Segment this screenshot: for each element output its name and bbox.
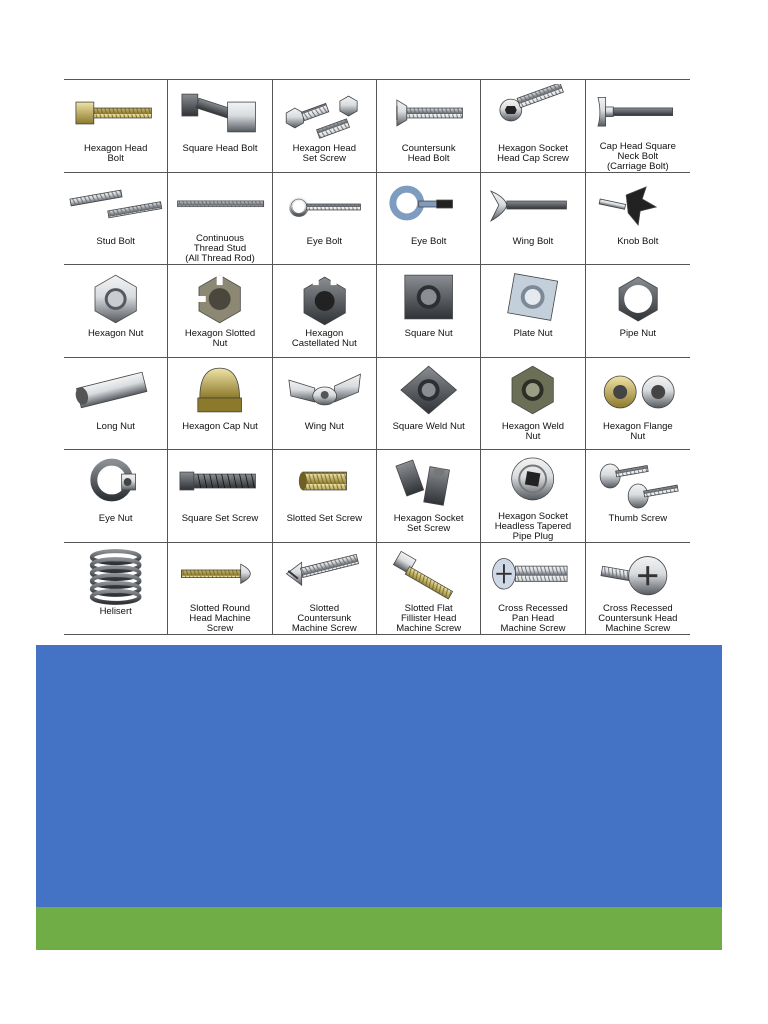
square-nut-icon bbox=[377, 269, 480, 327]
item-label: Hexagon Weld Nut bbox=[501, 420, 565, 442]
item-label: Hexagon Cap Nut bbox=[182, 420, 258, 432]
chart-cell-3 bbox=[273, 80, 377, 173]
hexagon-head-bolt-icon bbox=[64, 84, 167, 142]
fasteners-chart bbox=[64, 79, 690, 635]
item-label: Hexagon Head Set Screw bbox=[292, 143, 357, 164]
chart-cell-7 bbox=[64, 173, 168, 266]
item-label: Square Nut bbox=[404, 328, 453, 339]
chart-cell-12 bbox=[586, 173, 690, 266]
chart-cell-32 bbox=[168, 543, 272, 636]
chart-cell-5 bbox=[481, 80, 585, 173]
helisert-icon bbox=[64, 547, 167, 605]
chart-cell-29 bbox=[481, 450, 585, 543]
plate-nut-icon bbox=[481, 269, 584, 327]
item-label: Cross Recessed Pan Head Machine Screw bbox=[498, 603, 568, 634]
item-label: Square Weld Nut bbox=[392, 420, 465, 432]
chart-cell-30 bbox=[586, 450, 690, 543]
chart-cell-36 bbox=[586, 543, 690, 636]
square-set-screw-icon bbox=[168, 454, 271, 512]
item-label: Hexagon Socket Head Cap Screw bbox=[497, 143, 569, 164]
green-bar bbox=[36, 907, 722, 950]
item-label: Plate Nut bbox=[513, 328, 553, 339]
chart-cell-19 bbox=[64, 358, 168, 451]
slotted-round-head-screw-icon bbox=[168, 547, 271, 603]
item-label: Long Nut bbox=[96, 420, 135, 432]
item-label: Hexagon Socket Set Screw bbox=[393, 513, 464, 534]
chart-cell-25 bbox=[64, 450, 168, 543]
chart-cell-17 bbox=[481, 265, 585, 358]
item-label: Hexagon Nut bbox=[87, 328, 144, 339]
square-head-bolt-icon bbox=[168, 84, 271, 142]
chart-cell-26 bbox=[168, 450, 272, 543]
pipe-plug-icon bbox=[481, 454, 584, 510]
item-label: Knob Bolt bbox=[617, 235, 659, 247]
chart-cell-33 bbox=[273, 543, 377, 636]
carriage-bolt-icon bbox=[586, 84, 690, 140]
chart-cell-10 bbox=[377, 173, 481, 266]
item-label: Hexagon Socket Headless Tapered Pipe Plug bbox=[494, 510, 572, 542]
chart-cell-11 bbox=[481, 173, 585, 266]
chart-cell-35 bbox=[481, 543, 585, 636]
hexagon-socket-head-cap-screw-icon bbox=[481, 84, 584, 142]
chart-cell-16 bbox=[377, 265, 481, 358]
hexagon-head-set-screw-icon bbox=[273, 84, 376, 142]
chart-cell-24 bbox=[586, 358, 690, 451]
chart-cell-2 bbox=[168, 80, 272, 173]
chart-cell-1 bbox=[64, 80, 168, 173]
chart-cell-34 bbox=[377, 543, 481, 636]
slotted-countersunk-screw-icon bbox=[273, 547, 376, 603]
item-label: Cap Head Square Neck Bolt (Carriage Bolt) bbox=[599, 140, 676, 172]
countersunk-cross-screw-icon bbox=[586, 547, 690, 603]
blue-panel bbox=[36, 645, 722, 907]
chart-cell-20 bbox=[168, 358, 272, 451]
chart-cell-18 bbox=[586, 265, 690, 358]
item-label: Hexagon Flange Nut bbox=[602, 420, 673, 442]
item-label: Hexagon Slotted Nut bbox=[184, 328, 256, 349]
chart-cell-23 bbox=[481, 358, 585, 451]
chart-cell-21 bbox=[273, 358, 377, 451]
slotted-set-screw-icon bbox=[273, 454, 376, 512]
item-label: Square Set Screw bbox=[181, 513, 259, 524]
wing-bolt-icon bbox=[481, 177, 584, 235]
eye-bolt-icon bbox=[273, 177, 376, 235]
hexagon-nut-icon bbox=[64, 269, 167, 327]
item-label: Helisert bbox=[99, 605, 132, 617]
chart-cell-4 bbox=[377, 80, 481, 173]
chart-cell-31 bbox=[64, 543, 168, 636]
wing-nut-icon bbox=[273, 362, 376, 420]
thread-rod-icon bbox=[168, 177, 271, 233]
item-label: Wing Bolt bbox=[512, 235, 554, 247]
item-label: Eye Bolt bbox=[410, 235, 447, 247]
item-label: Continuous Thread Stud (All Thread Rod) bbox=[185, 233, 255, 264]
square-weld-nut-icon bbox=[377, 362, 480, 420]
item-label: Slotted Set Screw bbox=[286, 513, 363, 524]
chart-cell-22 bbox=[377, 358, 481, 451]
castellated-nut-icon bbox=[273, 269, 376, 327]
item-label: Slotted Countersunk Machine Screw bbox=[291, 603, 357, 634]
item-label: Hexagon Head Bolt bbox=[83, 143, 148, 164]
hexagon-flange-nut-icon bbox=[586, 362, 690, 420]
item-label: Slotted Round Head Machine Screw bbox=[189, 603, 251, 634]
pan-head-screw-icon bbox=[481, 547, 584, 603]
chart-cell-27 bbox=[273, 450, 377, 543]
item-label: Stud Bolt bbox=[96, 235, 135, 247]
stud-bolt-icon bbox=[64, 177, 167, 235]
item-label: Eye Bolt bbox=[306, 235, 343, 247]
hexagon-weld-nut-icon bbox=[481, 362, 584, 420]
thumb-screw-icon bbox=[586, 454, 690, 512]
chart-cell-6 bbox=[586, 80, 690, 173]
eye-nut-icon bbox=[64, 454, 167, 512]
item-label: Cross Recessed Countersunk Head Machine Screw bbox=[598, 603, 678, 634]
hexagon-socket-set-screw-icon bbox=[377, 454, 480, 512]
chart-cell-14 bbox=[168, 265, 272, 358]
item-label: Pipe Nut bbox=[619, 328, 657, 339]
hexagon-cap-nut-icon bbox=[168, 362, 271, 420]
long-nut-icon bbox=[64, 362, 167, 420]
item-label: Slotted Flat Fillister Head Machine Screw bbox=[396, 603, 462, 634]
pipe-nut-icon bbox=[586, 269, 690, 327]
hexagon-slotted-nut-icon bbox=[168, 269, 271, 327]
item-label: Countersunk Head Bolt bbox=[401, 143, 456, 164]
chart-cell-13 bbox=[64, 265, 168, 358]
item-label: Hexagon Castellated Nut bbox=[291, 328, 357, 349]
chart-cell-8 bbox=[168, 173, 272, 266]
chart-cell-9 bbox=[273, 173, 377, 266]
chart-cell-28 bbox=[377, 450, 481, 543]
item-label: Square Head Bolt bbox=[182, 143, 258, 154]
chart-cell-15 bbox=[273, 265, 377, 358]
fillister-head-screw-icon bbox=[377, 547, 480, 603]
item-label: Eye Nut bbox=[98, 513, 133, 524]
countersunk-head-bolt-icon bbox=[377, 84, 480, 142]
knob-bolt-icon bbox=[586, 177, 690, 235]
item-label: Thumb Screw bbox=[608, 513, 668, 524]
item-label: Wing Nut bbox=[304, 420, 344, 432]
forged-eye-bolt-icon bbox=[377, 177, 480, 235]
